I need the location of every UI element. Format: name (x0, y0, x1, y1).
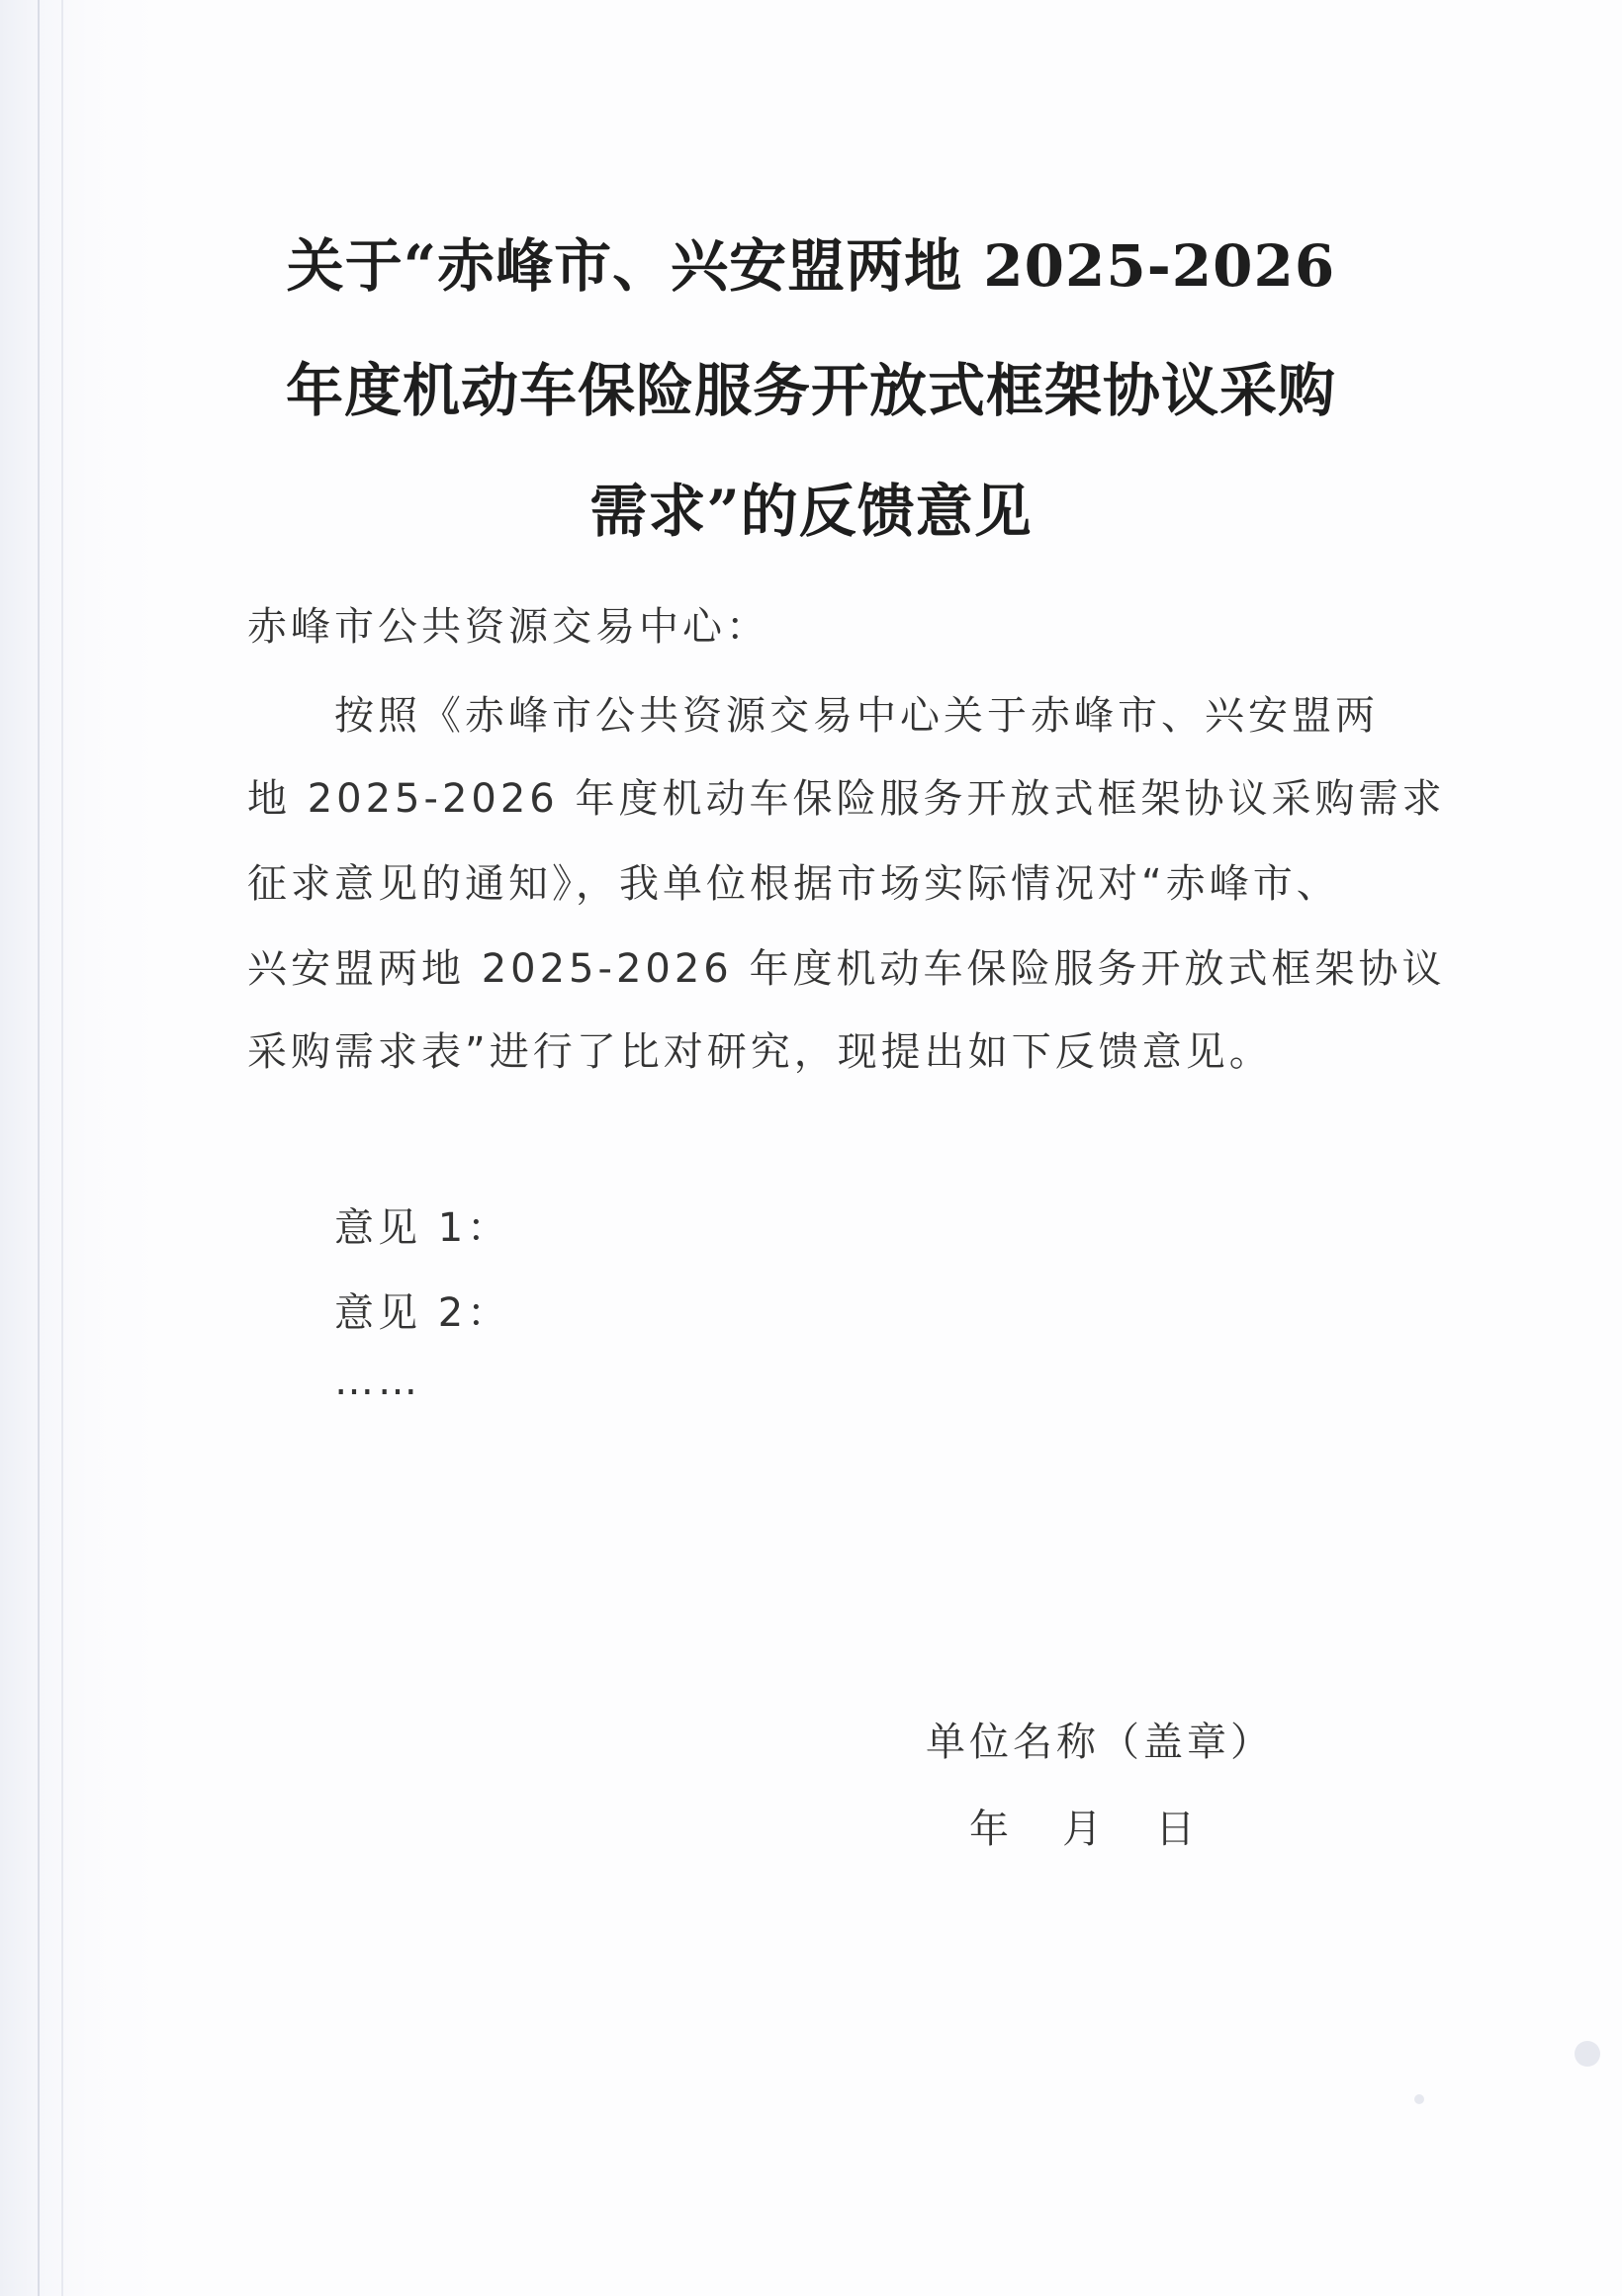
paragraph-line-5: 采购需求表”进行了比对研究，现提出如下反馈意见。 (247, 1029, 1273, 1075)
title-line-3: 需求”的反馈意见 (589, 478, 1033, 545)
paragraph-line-2: 地 2025-2026 年度机动车保险服务开放式框架协议采购需求 (247, 776, 1446, 822)
opinion-1: 意见 1： (334, 1205, 511, 1251)
signature-date: 年 月 日 (969, 1807, 1200, 1852)
paragraph-line-4: 兴安盟两地 2025-2026 年度机动车保险服务开放式框架协议 (247, 946, 1446, 992)
scan-speck (1414, 2094, 1424, 2104)
paragraph-line-1: 按照《赤峰市公共资源交易中心关于赤峰市、兴安盟两 (334, 693, 1379, 739)
opinion-2: 意见 2： (334, 1290, 511, 1336)
scan-speck (1575, 2041, 1600, 2067)
addressee: 赤峰市公共资源交易中心： (247, 604, 769, 650)
unit-name-seal: 单位名称（盖章） (926, 1720, 1274, 1765)
paragraph-line-3: 征求意见的通知》，我单位根据市场实际情况对“赤峰市、 (247, 861, 1340, 907)
opinion-ellipsis: …… (334, 1359, 421, 1404)
title-line-2: 年度机动车保险服务开放式框架协议采购 (285, 357, 1336, 424)
title-line-1: 关于“赤峰市、兴安盟两地 2025-2026 (286, 232, 1336, 300)
